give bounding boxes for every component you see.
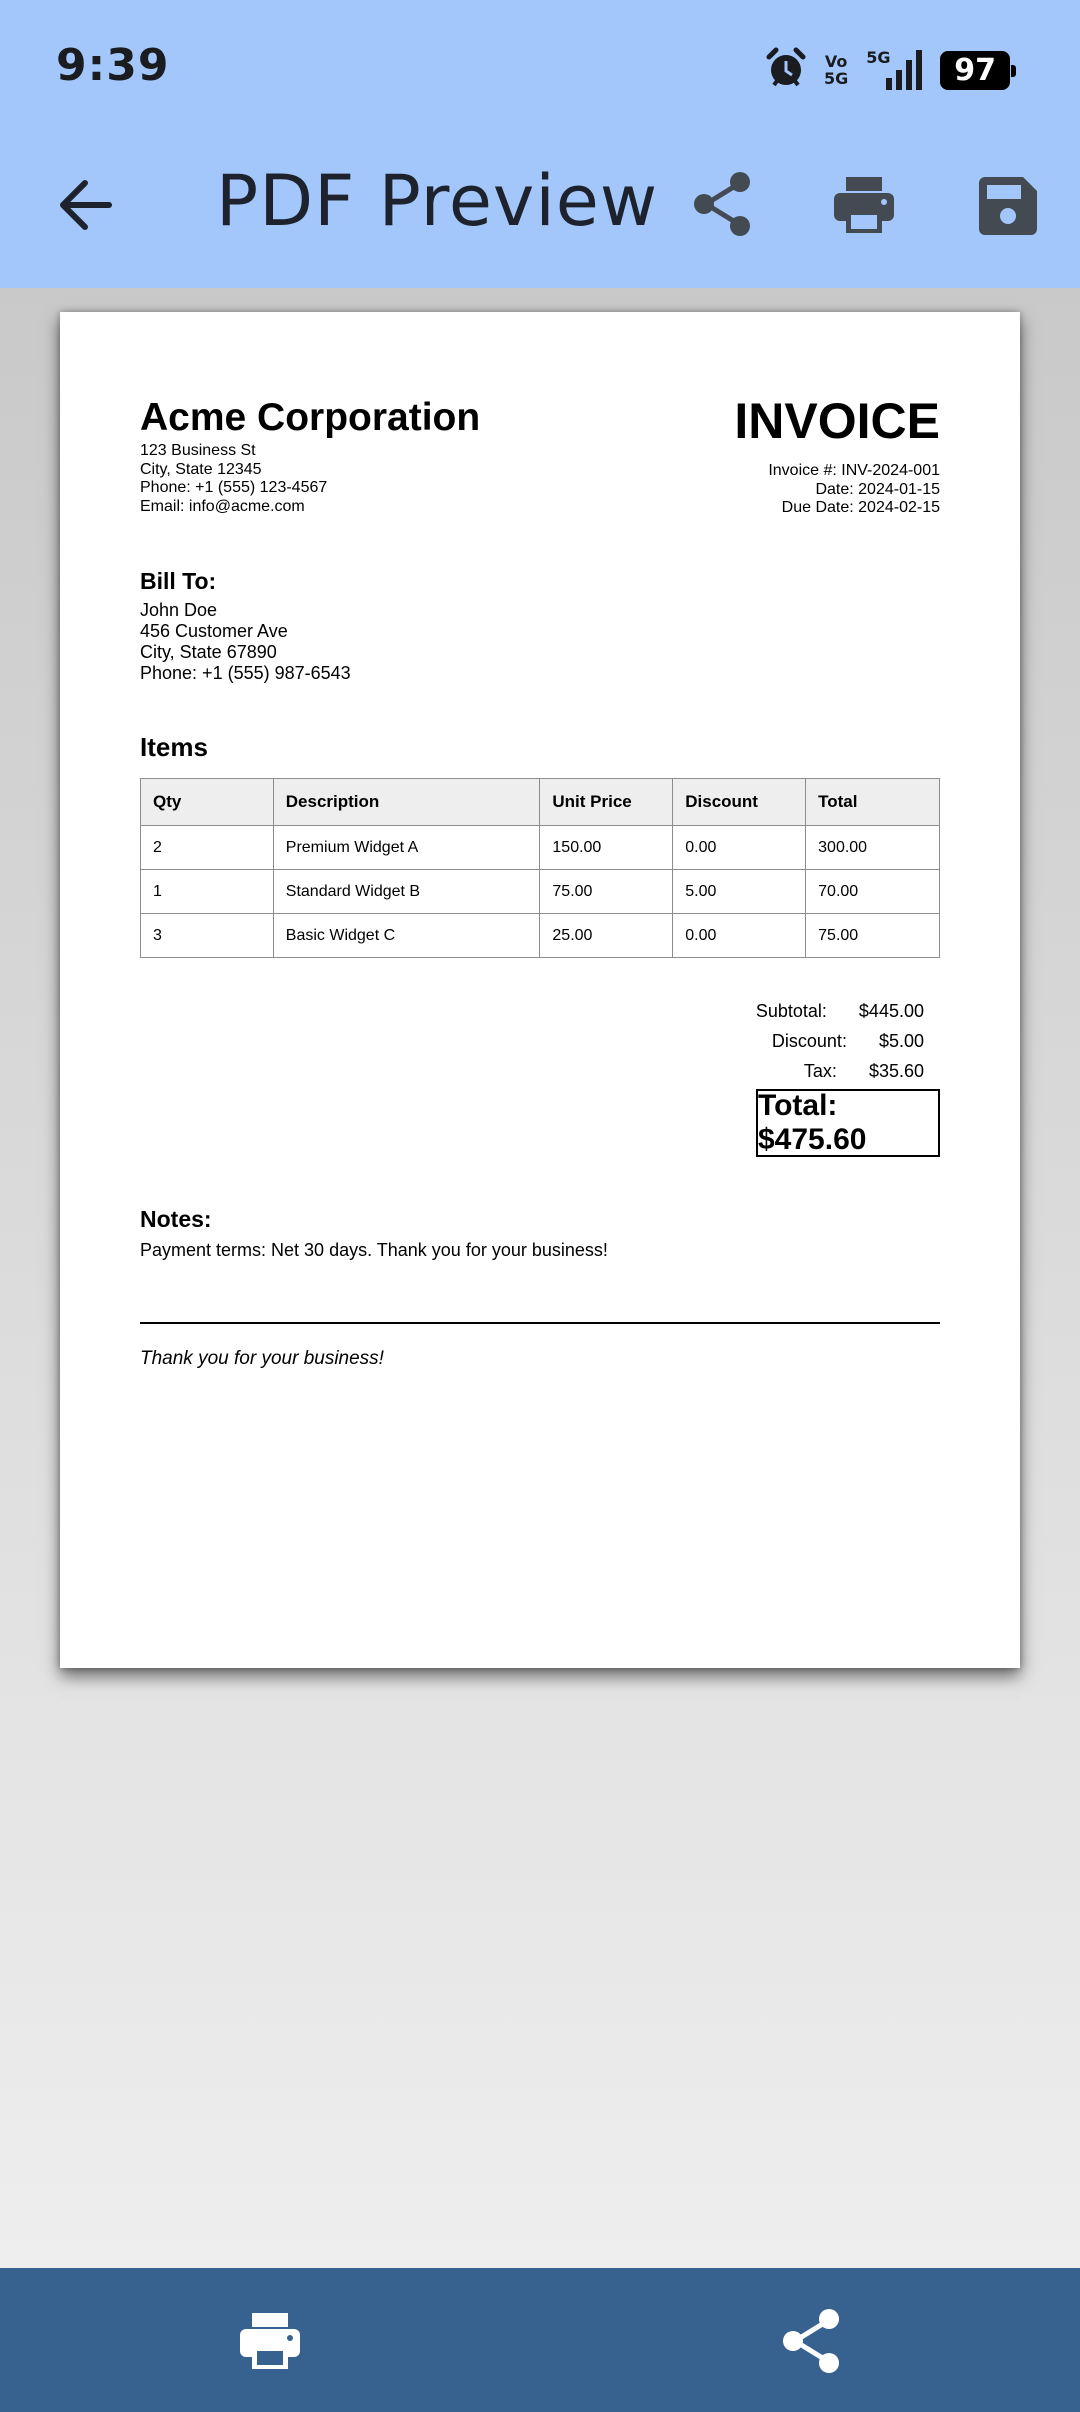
bill-to-city: City, State 67890	[140, 642, 277, 662]
table-cell: 70.00	[806, 870, 940, 914]
table-cell: Basic Widget C	[273, 914, 540, 958]
table-header-row	[141, 779, 940, 826]
tax-value: $35.60	[868, 1061, 924, 1081]
invoice-number: Invoice #: INV-2024-001	[768, 462, 940, 479]
column-header: Total	[806, 779, 940, 826]
table-cell: 5.00	[673, 870, 806, 914]
volte-line2: 5G	[823, 69, 849, 88]
notes-heading: Notes:	[140, 1206, 212, 1232]
bottom-share-button[interactable]	[774, 2304, 848, 2378]
footer-text: Thank you for your business!	[140, 1348, 384, 1369]
bill-to-name: John Doe	[140, 600, 218, 620]
status-time: 9:39	[56, 40, 170, 91]
discount-label: Discount:	[771, 1031, 847, 1051]
bottom-print-button[interactable]	[234, 2310, 306, 2372]
company-city: City, State 12345	[140, 460, 262, 478]
share-icon	[692, 171, 752, 237]
discount-row	[756, 1026, 924, 1056]
items-table	[140, 778, 940, 958]
print-button[interactable]	[826, 170, 902, 240]
grand-total: Total: $475.60	[756, 1089, 940, 1157]
bill-to-heading: Bill To:	[140, 568, 217, 594]
company-email: Email: info@acme.com	[140, 497, 305, 515]
alarm-icon	[766, 47, 806, 94]
table-cell: 3	[141, 914, 274, 958]
table-row	[141, 870, 940, 914]
column-header: Qty	[141, 779, 274, 826]
print-icon	[238, 2311, 302, 2371]
print-icon	[832, 175, 896, 235]
table-cell: Standard Widget B	[273, 870, 540, 914]
invoice-due-date: Due Date: 2024-02-15	[781, 499, 940, 516]
battery-indicator: 97	[940, 51, 1010, 90]
save-icon	[979, 177, 1037, 235]
subtotal-label: Subtotal:	[755, 1001, 827, 1021]
volte-line1: Vo	[824, 52, 848, 71]
pdf-page	[60, 312, 1020, 1668]
tax-label: Tax:	[803, 1061, 837, 1081]
page-title: PDF Preview	[216, 160, 659, 242]
notes-text: Payment terms: Net 30 days. Thank you for your business!	[140, 1240, 608, 1260]
company-name: Acme Corporation	[140, 396, 481, 439]
back-arrow-icon	[57, 179, 113, 231]
volte-indicator	[824, 53, 848, 87]
invoice-date: Date: 2024-01-15	[815, 480, 940, 498]
invoice-title: INVOICE	[734, 393, 940, 449]
company-phone: Phone: +1 (555) 123-4567	[140, 479, 328, 496]
pdf-viewer[interactable]	[0, 288, 1080, 2268]
discount-value: $5.00	[878, 1031, 924, 1051]
table-cell: 75.00	[540, 870, 673, 914]
column-header: Discount	[673, 779, 806, 826]
totals-summary	[756, 996, 924, 1086]
top-app-bar	[0, 0, 1080, 288]
table-cell: 0.00	[673, 826, 806, 870]
column-header: Description	[273, 779, 540, 826]
table-row	[141, 914, 940, 958]
table-cell: 150.00	[540, 826, 673, 870]
subtotal-row	[756, 996, 924, 1026]
bill-to-phone: Phone: +1 (555) 987-6543	[140, 663, 351, 683]
divider	[140, 1322, 940, 1324]
share-button[interactable]	[684, 166, 760, 242]
bottom-action-bar	[0, 2268, 1080, 2412]
status-icons	[766, 48, 1010, 92]
invoice-meta	[768, 462, 940, 518]
table-cell: 25.00	[540, 914, 673, 958]
subtotal-value: $445.00	[858, 1001, 924, 1021]
back-button[interactable]	[50, 170, 120, 240]
column-header: Unit Price	[540, 779, 673, 826]
table-row	[141, 826, 940, 870]
tax-row	[756, 1056, 924, 1086]
table-cell: 0.00	[673, 914, 806, 958]
bill-to-address: 456 Customer Ave	[140, 621, 288, 641]
table-cell: 2	[141, 826, 274, 870]
table-cell: Premium Widget A	[273, 826, 540, 870]
company-address: 123 Business St	[140, 442, 256, 459]
table-cell: 1	[141, 870, 274, 914]
share-icon	[781, 2308, 841, 2374]
bill-to-details	[140, 600, 351, 684]
signal-icon	[866, 48, 922, 92]
save-button[interactable]	[972, 170, 1044, 242]
table-cell: 75.00	[806, 914, 940, 958]
items-heading: Items	[140, 732, 208, 762]
table-cell: 300.00	[806, 826, 940, 870]
signal-5g-label: 5G	[866, 48, 891, 67]
company-details	[140, 442, 327, 516]
